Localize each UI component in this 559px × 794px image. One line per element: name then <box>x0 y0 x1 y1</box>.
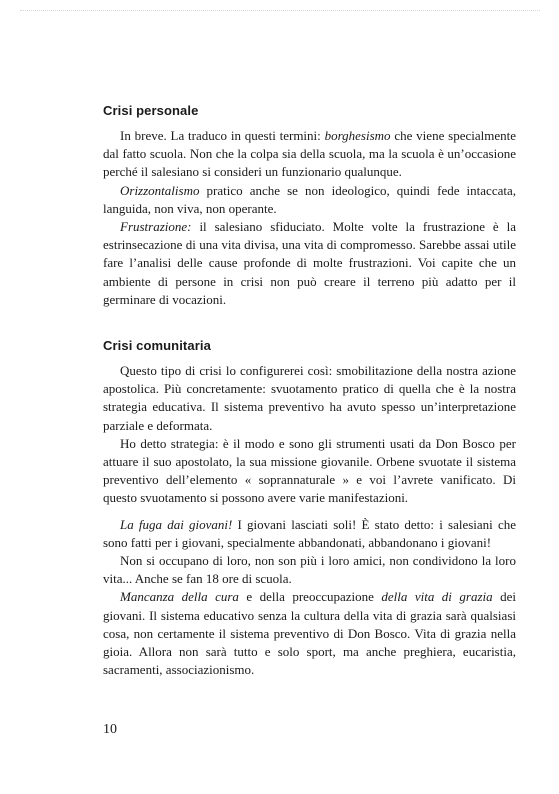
scan-artifact-line <box>20 10 540 12</box>
text-run: In breve. La traduco in questi termini: <box>120 128 325 143</box>
paragraph <box>103 182 516 218</box>
text-run: Questo tipo di crisi lo configurerei così: smobilitazione della nostra azione apostolica. Più concretamente: svuotamento pratico di quella che è la nostra strategia educativa. Il sistema preventivo ha avuto spesso un’interpretazione parziale e deformata. <box>103 363 516 433</box>
paragraph <box>103 516 516 552</box>
section-spacer <box>103 309 516 338</box>
text-run: Non si occupano di loro, non son più i loro amici, non condividono la loro vita... Anche se fan 18 ore di scuola. <box>103 553 516 587</box>
paragraph <box>103 588 516 679</box>
text-run: dei giovani. Il sistema educativo senza la cultura della vita di grazia sarà qualsiasi cosa, non certamente il sistema preventivo di Don Bosco. Vita di grazia nella gioia. Allora non sarà tutto e solo sport, ma anche preghiera, eucaristia, sacramenti, associazionismo. <box>103 589 516 678</box>
section-title-crisi-comunitaria: Crisi comunitaria <box>103 338 211 354</box>
text-run: Ho detto strategia: è il modo e sono gli strumenti usati da Don Bosco per attuare il suo apostolato, la sua missione giovanile. Orbene svuotate il sistema preventivo dell’elemento « soprannaturale » e voi l’avrete vanificato. Di questo svuotamento si possono avere varie manifestazioni. <box>103 435 516 506</box>
text-run: pratico anche se non ideologico, quindi fede intaccata, languida, non viva, non operante. <box>103 182 516 216</box>
italic-run: Mancanza della cura <box>120 589 239 605</box>
italic-run: borghesismo <box>324 128 391 143</box>
page-body <box>103 103 516 679</box>
paragraph <box>103 362 516 435</box>
italic-run: della vita di grazia <box>381 589 493 605</box>
italic-run: Orizzontalismo <box>120 182 200 198</box>
paragraph <box>103 552 516 588</box>
text-run: I giovani lasciati soli! È stato detto: i salesiani che sono fatti per i giovani, specialmente abbandonati, abbandonano i giovani! <box>103 516 516 550</box>
italic-run: La fuga dai giovani! <box>120 516 233 532</box>
text-run: che viene specialmente dal fatto scuola. Non che la colpa sia della scuola, ma la scuola è un’occasione perché il salesiano si consideri un funzionario qualunque. <box>103 128 516 180</box>
paragraph <box>103 435 516 508</box>
italic-run: Frustrazione: <box>120 219 192 235</box>
paragraph-spacer <box>103 508 516 516</box>
section-title-crisi-personale: Crisi personale <box>103 103 199 118</box>
paragraph <box>103 218 516 309</box>
paragraph <box>103 127 516 182</box>
text-run: il salesiano sfiduciato. Molte volte la frustrazione è la estrinsecazione di una vita divisa, una vita di compromesso. Sarebbe assai utile fare l’analisi delle cause profonde di molte frustrazioni. Voi capite che un ambiente di persone in crisi non può creare il terreno più adatto per il germinare di vocazioni. <box>103 219 516 307</box>
text-run: e della preoccupazione <box>238 589 382 605</box>
page-number: 10 <box>103 722 117 737</box>
